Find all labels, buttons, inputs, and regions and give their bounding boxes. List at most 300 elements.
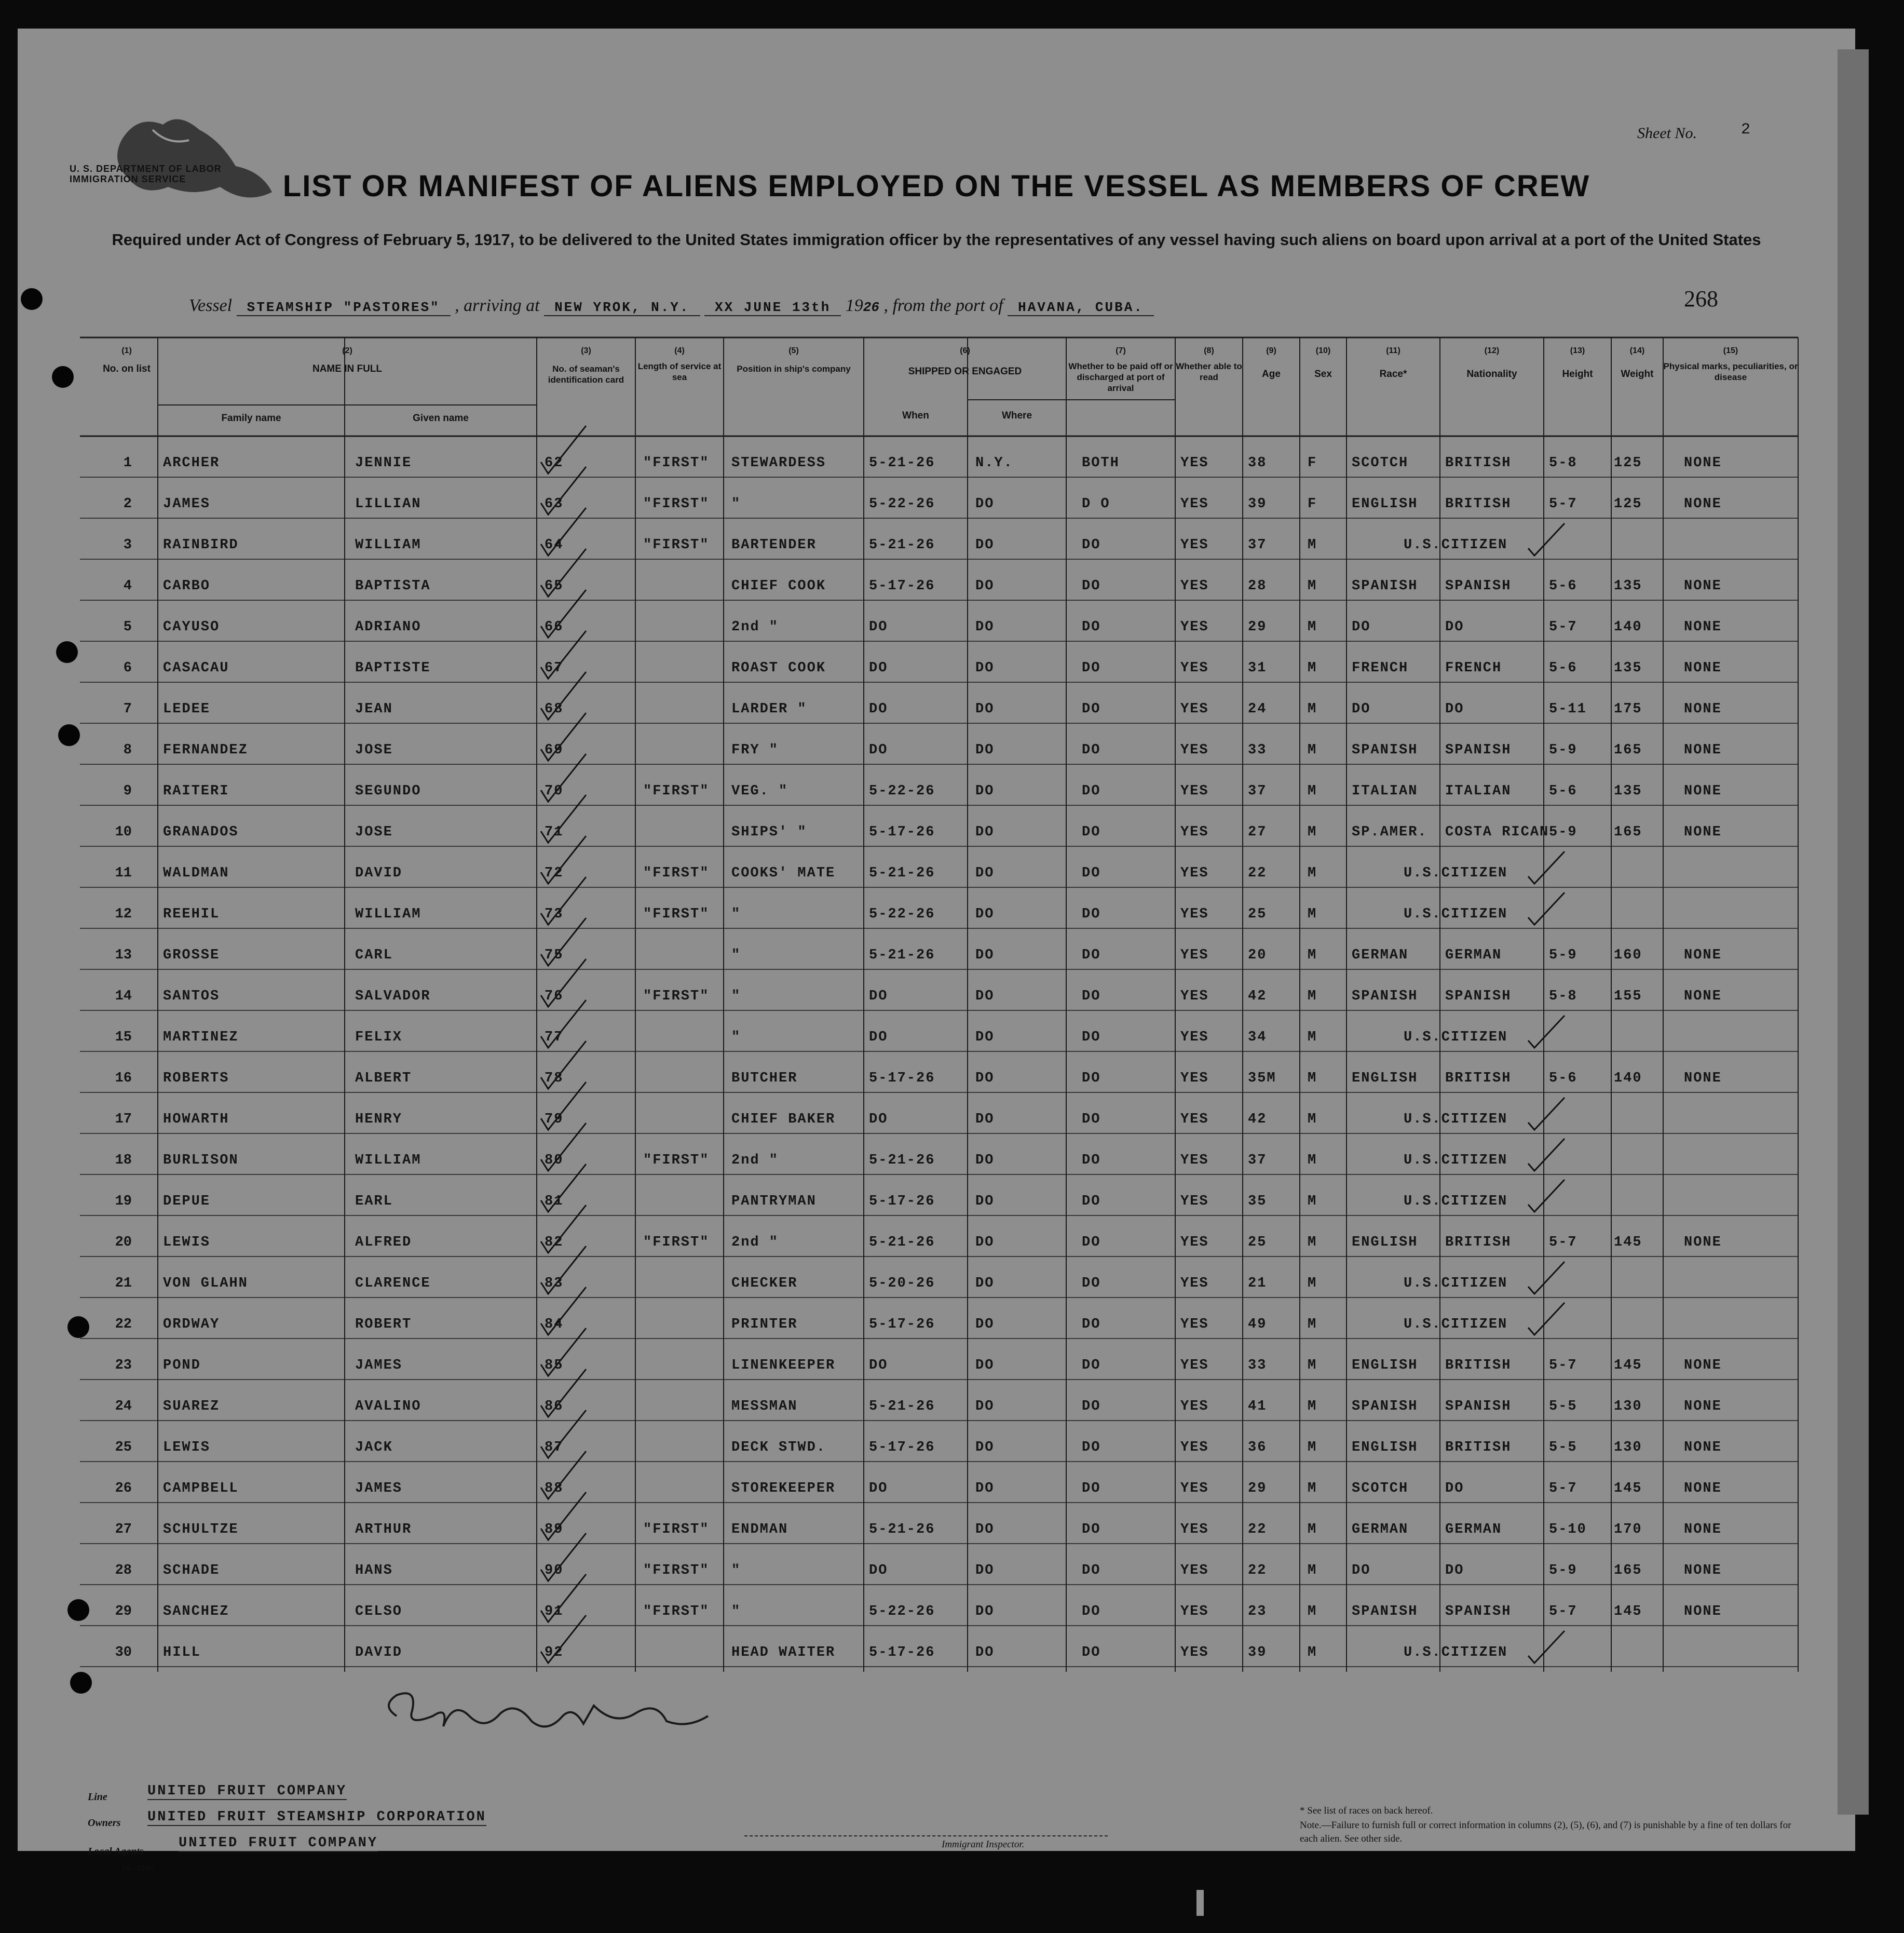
sex: M (1308, 824, 1317, 840)
family-name: BURLISON (163, 1153, 239, 1168)
shipped-where: DO (975, 948, 995, 963)
nationality: U.S.CITIZEN (1404, 1153, 1508, 1168)
table-row (80, 1153, 1798, 1173)
column-number-label: (15) (1723, 346, 1738, 355)
paid-off: DO (1082, 1522, 1101, 1537)
position: " (731, 907, 741, 922)
age: 42 (1248, 1112, 1267, 1127)
header-nationality: Nationality (1466, 369, 1517, 380)
physical-marks: NONE (1684, 619, 1722, 635)
paid-off: DO (1082, 1604, 1101, 1619)
nationality: DO (1445, 619, 1464, 635)
column-number-label: (14) (1629, 346, 1645, 355)
shipped-when: DO (869, 1030, 888, 1045)
header-age: Age (1262, 369, 1281, 380)
family-name: CAMPBELL (163, 1481, 239, 1496)
given-name: JAMES (355, 1481, 403, 1496)
shipped-where: DO (975, 1522, 995, 1537)
shipped-when: 5-17-26 (869, 1317, 935, 1332)
family-name: LEWIS (163, 1235, 211, 1250)
column-number-label: (4) (674, 346, 685, 355)
weight: 165 (1614, 824, 1642, 840)
table-row (80, 701, 1798, 722)
table-row (80, 824, 1798, 845)
paid-off: DO (1082, 783, 1101, 799)
header-family-name: Family name (221, 413, 281, 424)
race: DO (1352, 619, 1371, 635)
sex: M (1308, 1235, 1317, 1250)
table-row (80, 455, 1798, 476)
sex: M (1308, 1399, 1317, 1414)
physical-marks: NONE (1684, 783, 1722, 799)
header-name-in-full: NAME IN FULL (312, 363, 383, 374)
position: ROAST COOK (731, 660, 826, 676)
column-number-label: (3) (581, 346, 591, 355)
nationality: BRITISH (1445, 1358, 1512, 1373)
sex: M (1308, 1153, 1317, 1168)
id-card-number: 62 (545, 455, 564, 471)
manifest-sheet (18, 29, 1855, 1872)
nationality: U.S.CITIZEN (1404, 537, 1508, 553)
given-name: DAVID (355, 866, 403, 881)
position: LINENKEEPER (731, 1358, 836, 1373)
weight: 135 (1614, 783, 1642, 799)
header-when: When (902, 410, 929, 421)
length-of-service: "FIRST" (643, 783, 710, 799)
shipped-where: DO (975, 1194, 995, 1209)
paid-off: BOTH (1082, 455, 1120, 471)
age: 25 (1248, 907, 1267, 922)
nationality: FRENCH (1445, 660, 1502, 676)
physical-marks: NONE (1684, 1563, 1722, 1578)
paid-off: DO (1082, 1399, 1101, 1414)
nationality: DO (1445, 1563, 1464, 1578)
id-card-number: 84 (545, 1317, 564, 1332)
race: SPANISH (1352, 578, 1418, 594)
age: 37 (1248, 537, 1267, 553)
nationality: BRITISH (1445, 1071, 1512, 1086)
sex: M (1308, 619, 1317, 635)
height: 5-7 (1549, 1235, 1577, 1250)
form-number: 14—1540 (121, 1864, 153, 1872)
length-of-service: "FIRST" (643, 1522, 710, 1537)
given-name: DAVID (355, 1645, 403, 1660)
able-to-read: YES (1180, 742, 1209, 758)
column-number-label: (12) (1484, 346, 1500, 355)
shipped-where: DO (975, 1604, 995, 1619)
table-row (80, 1112, 1798, 1132)
age: 33 (1248, 742, 1267, 758)
sex: M (1308, 1112, 1317, 1127)
table-row (80, 1071, 1798, 1091)
physical-marks: NONE (1684, 989, 1722, 1004)
row-number: 27 (115, 1522, 132, 1537)
race: DO (1352, 701, 1371, 717)
age: 23 (1248, 1604, 1267, 1619)
position: " (731, 989, 741, 1004)
age: 20 (1248, 948, 1267, 963)
sex: M (1308, 660, 1317, 676)
family-name: HOWARTH (163, 1112, 229, 1127)
id-card-number: 82 (545, 1235, 564, 1250)
age: 33 (1248, 1358, 1267, 1373)
shipped-when: DO (869, 619, 888, 635)
shipped-where: DO (975, 1235, 995, 1250)
able-to-read: YES (1180, 1563, 1209, 1578)
paid-off: DO (1082, 537, 1101, 553)
nationality: SPANISH (1445, 1399, 1512, 1414)
family-name: RAINBIRD (163, 537, 239, 553)
column-number-label: (8) (1204, 346, 1214, 355)
table-row (80, 537, 1798, 558)
shipped-where: DO (975, 824, 995, 840)
row-number: 2 (123, 496, 132, 512)
given-name: AVALINO (355, 1399, 421, 1414)
row-number: 25 (115, 1440, 132, 1455)
table-row (80, 1030, 1798, 1050)
able-to-read: YES (1180, 783, 1209, 799)
sex: M (1308, 1317, 1317, 1332)
family-name: CASACAU (163, 660, 229, 676)
able-to-read: YES (1180, 1153, 1209, 1168)
race: ITALIAN (1352, 783, 1418, 799)
nationality: U.S.CITIZEN (1404, 1194, 1508, 1209)
sheet-number-value: 2 (1741, 121, 1751, 139)
row-number: 28 (115, 1563, 132, 1578)
physical-marks: NONE (1684, 1071, 1722, 1086)
given-name: SALVADOR (355, 989, 431, 1004)
able-to-read: YES (1180, 1604, 1209, 1619)
nationality: COSTA RICAN (1445, 824, 1549, 840)
family-name: SCHADE (163, 1563, 220, 1578)
id-card-number: 66 (545, 619, 564, 635)
paid-off: DO (1082, 578, 1101, 594)
age: 21 (1248, 1276, 1267, 1291)
length-of-service: "FIRST" (643, 1153, 710, 1168)
sex: F (1308, 496, 1317, 512)
able-to-read: YES (1180, 989, 1209, 1004)
shipped-when: 5-21-26 (869, 1522, 935, 1537)
weight: 140 (1614, 1071, 1642, 1086)
position: CHIEF COOK (731, 578, 826, 594)
header-physical-marks: Physical marks, peculiarities, or disease (1663, 361, 1798, 382)
height: 5-6 (1549, 1071, 1577, 1086)
race: SPANISH (1352, 989, 1418, 1004)
table-row (80, 1317, 1798, 1337)
paid-off: DO (1082, 1112, 1101, 1127)
arrival-port: NEW YROK, N.Y. (544, 300, 700, 316)
column-number-label: (13) (1570, 346, 1585, 355)
table-row (80, 866, 1798, 886)
vessel-label: Vessel (189, 296, 233, 315)
paid-off: DO (1082, 907, 1101, 922)
id-card-number: 73 (545, 907, 564, 922)
table-row (80, 619, 1798, 640)
shipped-when: 5-21-26 (869, 866, 935, 881)
able-to-read: YES (1180, 1276, 1209, 1291)
shipped-when: DO (869, 742, 888, 758)
nationality: SPANISH (1445, 989, 1512, 1004)
id-card-number: 79 (545, 1112, 564, 1127)
shipped-where: N.Y. (975, 455, 1013, 471)
table-row (80, 1440, 1798, 1461)
age: 49 (1248, 1317, 1267, 1332)
punch-hole (67, 1316, 89, 1338)
family-name: POND (163, 1358, 201, 1373)
given-name: FELIX (355, 1030, 403, 1045)
able-to-read: YES (1180, 1030, 1209, 1045)
sheet-number-label: Sheet No. (1637, 125, 1697, 142)
given-name: JEAN (355, 701, 393, 717)
column-number-label: (11) (1386, 346, 1400, 355)
sex: M (1308, 1563, 1317, 1578)
family-name: FERNANDEZ (163, 742, 248, 758)
shipped-when: 5-17-26 (869, 1440, 935, 1455)
table-row (80, 783, 1798, 804)
race: ENGLISH (1352, 496, 1418, 512)
paid-off: DO (1082, 989, 1101, 1004)
age: 41 (1248, 1399, 1267, 1414)
shipped-where: DO (975, 1112, 995, 1127)
shipped-where: DO (975, 742, 995, 758)
height: 5-9 (1549, 742, 1577, 758)
able-to-read: YES (1180, 455, 1209, 471)
sex: M (1308, 742, 1317, 758)
id-card-number: 87 (545, 1440, 564, 1455)
weight: 125 (1614, 455, 1642, 471)
shipped-when: 5-21-26 (869, 1399, 935, 1414)
family-name: REEHIL (163, 907, 220, 922)
table-row (80, 1276, 1798, 1296)
given-name: CELSO (355, 1604, 403, 1619)
sex: M (1308, 1604, 1317, 1619)
row-number: 21 (115, 1276, 132, 1291)
given-name: ALFRED (355, 1235, 412, 1250)
header-sex: Sex (1314, 369, 1332, 380)
position: " (731, 1604, 741, 1619)
shipped-when: 5-22-26 (869, 907, 935, 922)
table-row (80, 907, 1798, 927)
shipped-when: 5-17-26 (869, 1645, 935, 1660)
row-number: 6 (123, 660, 132, 676)
page-number: 268 (1684, 286, 1718, 312)
age: 22 (1248, 866, 1267, 881)
shipped-where: DO (975, 1317, 995, 1332)
shipped-where: DO (975, 1563, 995, 1578)
table-row (80, 1399, 1798, 1420)
paid-off: DO (1082, 701, 1101, 717)
height: 5-7 (1549, 619, 1577, 635)
shipped-where: DO (975, 1440, 995, 1455)
position: SHIPS' " (731, 824, 807, 840)
given-name: CARL (355, 948, 393, 963)
shipped-where: DO (975, 660, 995, 676)
id-card-number: 90 (545, 1563, 564, 1578)
vessel-name: STEAMSHIP "PASTORES" (237, 300, 451, 316)
arrival-date: XX JUNE 13th (704, 300, 841, 316)
shipped-when: 5-22-26 (869, 783, 935, 799)
age: 39 (1248, 1645, 1267, 1660)
paid-off: DO (1082, 1276, 1101, 1291)
punch-hole (21, 288, 43, 310)
nationality: SPANISH (1445, 742, 1512, 758)
able-to-read: YES (1180, 1399, 1209, 1414)
family-name: GROSSE (163, 948, 220, 963)
age: 35 (1248, 1194, 1267, 1209)
given-name: ARTHUR (355, 1522, 412, 1537)
weight: 145 (1614, 1481, 1642, 1496)
position: VEG. " (731, 783, 788, 799)
year-prefix: 19 (845, 296, 863, 315)
shipped-where: DO (975, 783, 995, 799)
position: PRINTER (731, 1317, 798, 1332)
given-name: ALBERT (355, 1071, 412, 1086)
position: STOREKEEPER (731, 1481, 836, 1496)
id-card-number: 75 (545, 948, 564, 963)
given-name: CLARENCE (355, 1276, 431, 1291)
physical-marks: NONE (1684, 1522, 1722, 1537)
position: BARTENDER (731, 537, 817, 553)
length-of-service: "FIRST" (643, 907, 710, 922)
sex: M (1308, 907, 1317, 922)
position: MESSMAN (731, 1399, 798, 1414)
table-row (80, 660, 1798, 681)
given-name: EARL (355, 1194, 393, 1209)
position: 2nd " (731, 1153, 779, 1168)
shipped-where: DO (975, 1645, 995, 1660)
sex: M (1308, 1194, 1317, 1209)
crew-table (80, 301, 1803, 1703)
family-name: SANCHEZ (163, 1604, 229, 1619)
header-where: Where (1001, 410, 1032, 421)
position: COOKS' MATE (731, 866, 836, 881)
family-name: ROBERTS (163, 1071, 229, 1086)
position: STEWARDESS (731, 455, 826, 471)
shipped-where: DO (975, 1481, 995, 1496)
paid-off: DO (1082, 1481, 1101, 1496)
family-name: ORDWAY (163, 1317, 220, 1332)
shipped-when: 5-20-26 (869, 1276, 935, 1291)
able-to-read: YES (1180, 948, 1209, 963)
weight: 160 (1614, 948, 1642, 963)
departure-port: HAVANA, CUBA. (1008, 300, 1154, 316)
punch-hole (56, 641, 78, 663)
nationality: U.S.CITIZEN (1404, 1276, 1508, 1291)
race: SCOTCH (1352, 455, 1409, 471)
nationality: BRITISH (1445, 1440, 1512, 1455)
shipped-when: DO (869, 660, 888, 676)
id-card-number: 86 (545, 1399, 564, 1414)
family-name: VON GLAHN (163, 1276, 248, 1291)
sex: M (1308, 1276, 1317, 1291)
sex: M (1308, 1358, 1317, 1373)
row-number: 23 (115, 1358, 132, 1373)
position: FRY " (731, 742, 779, 758)
race: SPANISH (1352, 1399, 1418, 1414)
race: DO (1352, 1563, 1371, 1578)
position: " (731, 1563, 741, 1578)
race: ENGLISH (1352, 1235, 1418, 1250)
family-name: RAITERI (163, 783, 229, 799)
agency-line-1: U. S. DEPARTMENT OF LABOR (70, 164, 222, 174)
row-number: 5 (123, 619, 132, 635)
given-name: WILLIAM (355, 1153, 421, 1168)
inspector-signature (376, 1685, 791, 1742)
physical-marks: NONE (1684, 455, 1722, 471)
race: ENGLISH (1352, 1071, 1418, 1086)
age: 29 (1248, 1481, 1267, 1496)
given-name: SEGUNDO (355, 783, 421, 799)
family-name: DEPUE (163, 1194, 211, 1209)
id-card-number: 89 (545, 1522, 564, 1537)
family-name: GRANADOS (163, 824, 239, 840)
age: 22 (1248, 1563, 1267, 1578)
column-number-label: (2) (342, 346, 352, 355)
position: CHECKER (731, 1276, 798, 1291)
physical-marks: NONE (1684, 496, 1722, 512)
given-name: HANS (355, 1563, 393, 1578)
paid-off: DO (1082, 948, 1101, 963)
punch-hole (52, 366, 74, 388)
id-card-number: 91 (545, 1604, 564, 1619)
shipped-when: DO (869, 1481, 888, 1496)
physical-marks: NONE (1684, 1399, 1722, 1414)
given-name: HENRY (355, 1112, 403, 1127)
weight: 135 (1614, 578, 1642, 594)
age: 31 (1248, 660, 1267, 676)
given-name: JAMES (355, 1358, 403, 1373)
sex: M (1308, 783, 1317, 799)
sex: M (1308, 1645, 1317, 1660)
position: " (731, 1030, 741, 1045)
column-number-label: (7) (1116, 346, 1126, 355)
id-card-number: 80 (545, 1153, 564, 1168)
shipped-when: 5-21-26 (869, 948, 935, 963)
physical-marks: NONE (1684, 1235, 1722, 1250)
row-number: 8 (123, 742, 132, 758)
physical-marks: NONE (1684, 948, 1722, 963)
given-name: JENNIE (355, 455, 412, 471)
nationality: BRITISH (1445, 1235, 1512, 1250)
row-number: 26 (115, 1481, 132, 1496)
family-name: ARCHER (163, 455, 220, 471)
shipped-where: DO (975, 619, 995, 635)
nationality: GERMAN (1445, 948, 1502, 963)
header-able-to-read: Whether able to read (1176, 361, 1242, 382)
race: ENGLISH (1352, 1440, 1418, 1455)
age: 38 (1248, 455, 1267, 471)
paid-off: DO (1082, 1153, 1101, 1168)
physical-marks: NONE (1684, 1481, 1722, 1496)
form-title: LIST OR MANIFEST OF ALIENS EMPLOYED ON THE VESSEL AS MEMBERS OF CREW (282, 169, 1590, 203)
height: 5-7 (1549, 1481, 1577, 1496)
row-number: 15 (115, 1030, 132, 1045)
table-row (80, 948, 1798, 968)
sex: M (1308, 1030, 1317, 1045)
physical-marks: NONE (1684, 701, 1722, 717)
given-name: BAPTISTA (355, 578, 431, 594)
paid-off: DO (1082, 1317, 1101, 1332)
physical-marks: NONE (1684, 1440, 1722, 1455)
local-agents-value: UNITED FRUIT COMPANY (179, 1835, 378, 1851)
position: 2nd " (731, 619, 779, 635)
height: 5-11 (1549, 701, 1587, 717)
height: 5-9 (1549, 1563, 1577, 1578)
weight: 145 (1614, 1235, 1642, 1250)
able-to-read: YES (1180, 824, 1209, 840)
paid-off: DO (1082, 1194, 1101, 1209)
height: 5-10 (1549, 1522, 1587, 1537)
